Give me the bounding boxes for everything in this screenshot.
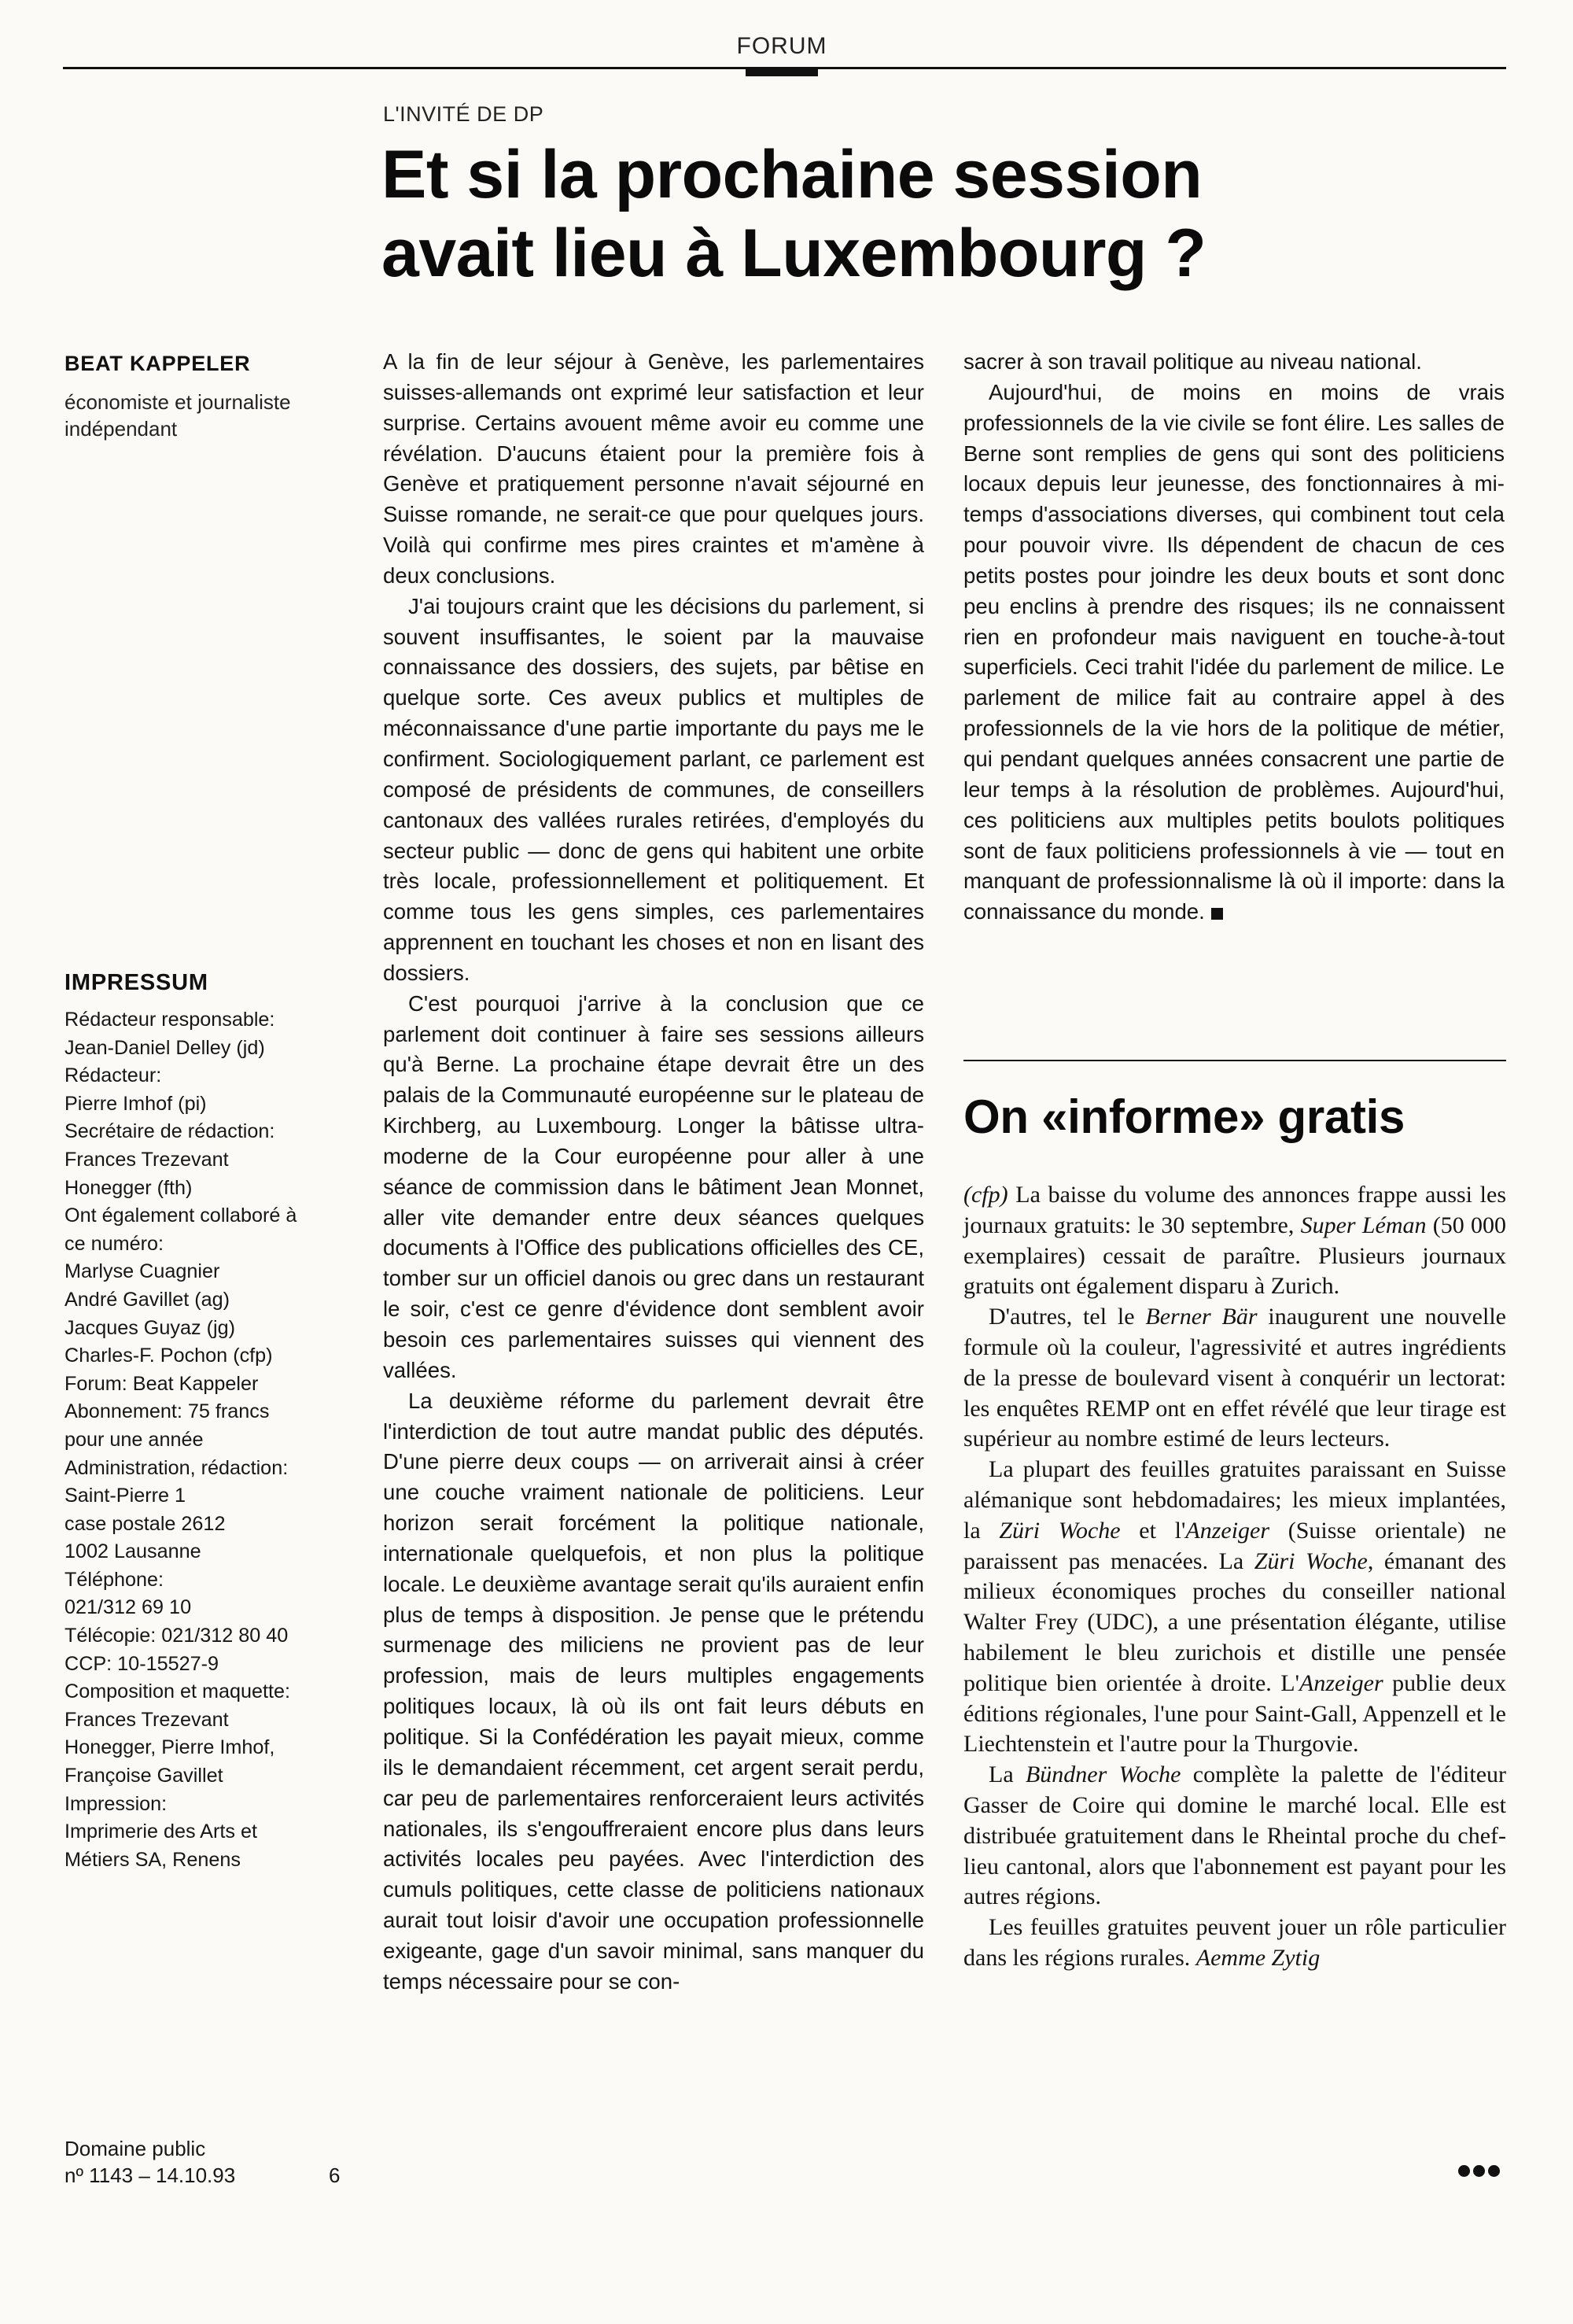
brief-paragraph xyxy=(963,1760,1506,1913)
article-paragraph-text: Aujourd'hui, de moins en moins de vrais professionnels de la vie civile se font élire. Les salles de Berne sont remplies de gens qui sont des politiciens locaux depuis leur jeunesse, des fonctionnaires à mi-temps d'associations diverses, qui combinent tout cela pour pouvoir vivre. Ils dépendent de chacun de ces petits postes pour joindre les deux bouts et sont donc peu enclins à prendre des risques; ils ne connaissent rien en profondeur mais naviguent en touche-à-tout superficiels. Ceci trahit l'idée du parlement de milice. Le parlement de milice fait au contraire appel à des professionnels de la vie hors de la politique de métier, qui pendant quelques années consacrent une partie de leur temps à la résolution de problèmes. Aujourd'hui, ces politiciens aux multiples petits boulots politiques sont de faux politiciens professionnels à vie — tout en manquant de professionnalisme là où il importe: dans la connaissance du monde. xyxy=(963,379,1505,924)
article-paragraph: A la fin de leur séjour à Genève, les parlementaires suisses-allemands ont exprimé leur satisfaction et leur surprise. Certains avouent même avoir eu comme une révélation. D'aucuns étaient pour la première fois à Genève et pratiquement personne n'avait séjourné en Suisse romande, ne serait-ce que pour quelques jours. Voilà qui confirme mes pires craintes et m'amène à deux conclusions. xyxy=(383,349,924,588)
impressum-line: Frances Trezevant xyxy=(64,1148,229,1171)
article-kicker: L'INVITÉ DE DP xyxy=(383,102,544,126)
text: complète la palette de l'éditeur Gasser de Coire qui domine le marché local. Elle est distribuée gratuitement dans le Rheintal proche du chef-lieu cantonal, alors que l'abonnement est payant pour les autres régions. xyxy=(963,1761,1507,1910)
publication-name: Berner Bär xyxy=(1145,1304,1258,1330)
impressum-title: IMPRESSUM xyxy=(64,970,208,995)
impressum-line: Métiers SA, Renens xyxy=(64,1848,241,1871)
publication-name: Bündner Woche xyxy=(1025,1761,1181,1788)
impressum-line: Secrétaire de rédaction: xyxy=(64,1120,275,1143)
dot-icon xyxy=(1458,2165,1470,2177)
impressum-line: Abonnement: 75 francs xyxy=(64,1400,270,1423)
text: La xyxy=(989,1761,1026,1788)
impressum-line: Honegger, Pierre Imhof, xyxy=(64,1736,275,1759)
impressum-line: Téléphone: xyxy=(64,1568,164,1591)
author-name: BEAT KAPPELER xyxy=(64,352,251,375)
impressum-line: Forum: Beat Kappeler xyxy=(64,1372,259,1395)
impressum-line: Impression: xyxy=(64,1792,168,1815)
text: inaugurent une nouvelle formule où la couleur, l'agressivité et autres ingrédients de la presse de boulevard visent à conquérir un lectorat: les enquêtes REMP ont en effet révélé que leur tirage est supérieur au nombre estimé de leurs lecteurs. xyxy=(963,1304,1506,1452)
headline-line-1: Et si la prochaine session xyxy=(381,137,1203,212)
article-paragraph: C'est pourquoi j'arrive à la conclusion que ce parlement doit continuer à faire ses sessions ailleurs qu'à Berne. La prochaine étape devrait être un des palais de la Communauté européenne sur le plateau de Kirchberg, au Luxembourg. Longer la bâtisse ultra-moderne de la Cour européenne pour aller à une séance de commission dans le bâtiment Jean Monnet, aller vite demander entre deux séances quelques documents à l'Office des publications officielles des CE, tomber sur un officiel danois ou grec dans un restaurant le soir, c'est ce genre d'évidence dont semblent avoir besoin ces parlementaires suisses qui viennent des vallées. xyxy=(383,990,924,1382)
text: publie deux éditions régionales, l'une pour Saint-Gall, Appenzell et le Liechtenstein et l'autre pour la Thurgovie. xyxy=(963,1669,1506,1758)
impressum-line: Frances Trezevant xyxy=(64,1708,229,1731)
publication-name: Anzeiger xyxy=(1185,1517,1270,1544)
brief-paragraph xyxy=(963,1302,1506,1455)
article-paragraph: sacrer à son travail politique au niveau national. xyxy=(963,349,1422,374)
author-role-line-1: économiste et journaliste xyxy=(64,390,291,414)
text: D'autres, tel le xyxy=(989,1304,1146,1330)
publication-name: Anzeiger xyxy=(1299,1669,1383,1696)
dot-icon xyxy=(1473,2165,1485,2177)
brief-paragraph xyxy=(963,1180,1506,1302)
text: , émanant des milieux économiques proches du conseiller national Walter Frey (UDC), a une présentation élégante, utilise habilement le bleu zurichois et distille une pensée politique bien orientée à droite. L' xyxy=(963,1547,1507,1696)
impressum-line: Rédacteur responsable: xyxy=(64,1009,275,1031)
impressum-line: Saint-Pierre 1 xyxy=(64,1485,186,1507)
article-column-2 xyxy=(963,347,1505,928)
article-column-1 xyxy=(383,347,924,1998)
author-role-line-2: indépendant xyxy=(64,417,178,441)
impressum-line: Rédacteur: xyxy=(64,1064,162,1087)
impressum-line: 021/312 69 10 xyxy=(64,1596,192,1619)
continued-dots xyxy=(1455,2165,1500,2181)
impressum-line: Imprimerie des Arts et xyxy=(64,1820,257,1843)
article-paragraph: La deuxième réforme du parlement devrait être l'interdiction de tout autre mandat public des députés. D'une pierre deux coups — on arriverait ainsi à créer une couche vraiment nationale de politiciens. Leur horizon serait forcément la politique nationale, internationale quelquefois, et non plus la politique locale. Le deuxième avantage serait qu'ils auraient enfin plus de temps à disposition. Je pense que le prétendu surmenage des miliciens ne provient pas de leur profession, mais de leurs multiples engagements politiques locaux, là où ils ont fait leurs débuts en politique. Si la Confédération les payait mieux, comme ils le demandaient récemment, cet argent serait perdu, car peu de parlementaires renforceraient leurs activités nationales, ils s'engouffreraient encore plus dans leurs activités locales peu payées. Avec l'interdiction des cumuls politiques, cette classe de politiciens nationaux aurait tout loisir d'avoir une occupation professionnelle exigeante, gage d'un savoir minimal, sans manquer du temps nécessaire pour se con- xyxy=(383,1388,924,1994)
impressum-line: pour une année xyxy=(64,1428,204,1451)
page-number: 6 xyxy=(329,2164,341,2187)
brief-paragraph xyxy=(963,1913,1506,1974)
impressum-list xyxy=(64,1006,348,1874)
text: Les feuilles gratuites peuvent jouer un rôle particulier dans les régions rurales. xyxy=(963,1914,1506,1971)
publication-name: Aemme Zytig xyxy=(1195,1944,1321,1971)
article-headline xyxy=(381,135,1404,293)
text: (Suisse orientale) ne paraissent pas menacées. La xyxy=(963,1517,1507,1574)
impressum-line: Télécopie: 021/312 80 40 xyxy=(64,1625,289,1647)
brief-column xyxy=(963,1180,1506,1974)
impressum-line: Pierre Imhof (pi) xyxy=(64,1092,207,1115)
dot-icon xyxy=(1488,2165,1500,2177)
article-paragraph: J'ai toujours craint que les décisions du parlement, si souvent insuffisantes, le soient par la mauvaise connaissance des dossiers, des sujets, par bêtise en quelque sorte. Ces aveux publics et multiples de méconnaissance d'une partie importante du pays me le confirment. Sociologiquement parlant, ce parlement est composé de présidents de communes, de conseillers cantonaux des vallées rurales retirées, d'employés du secteur public — donc de gens qui habitent une orbite très locale, professionnellement et politiquement. Et comme tous les gens simples, ces parlementaires apprennent en touchant les choses et non en lisant des dossiers. xyxy=(383,593,924,985)
impressum-line: Jacques Guyaz (jg) xyxy=(64,1316,235,1339)
impressum-line: CCP: 10-15527-9 xyxy=(64,1652,219,1675)
section-label: FORUM xyxy=(736,33,827,59)
publication-name: Züri Woche xyxy=(1254,1547,1368,1574)
author-role xyxy=(64,389,291,442)
end-of-article-mark xyxy=(1211,908,1223,920)
footer-issue: nº 1143 – 14.10.93 xyxy=(64,2164,236,2187)
brief-rule xyxy=(963,1060,1506,1061)
impressum-line: Françoise Gavillet xyxy=(64,1765,223,1787)
text: La plupart des feuilles gratuites paraissant en Suisse alémanique sont hebdomadaires; les mieux implantées, la xyxy=(963,1456,1506,1544)
impressum-line: case postale 2612 xyxy=(64,1512,226,1535)
footer-publication: Domaine public xyxy=(64,2137,206,2160)
impressum-line: André Gavillet (ag) xyxy=(64,1288,230,1311)
impressum-line: Composition et maquette: xyxy=(64,1680,291,1703)
impressum-line: Ont également collaboré à xyxy=(64,1204,297,1227)
impressum-line: 1002 Lausanne xyxy=(64,1540,201,1563)
article-paragraph xyxy=(963,378,1505,928)
headline-line-2: avait lieu à Luxembourg ? xyxy=(381,216,1206,291)
publication-name: Super Léman xyxy=(1300,1212,1427,1238)
impressum-line: Honegger (fth) xyxy=(64,1176,193,1199)
brief-paragraph xyxy=(963,1455,1506,1760)
impressum-line: Administration, rédaction: xyxy=(64,1456,289,1479)
source-tag: (cfp) xyxy=(963,1182,1008,1208)
publication-name: Züri Woche xyxy=(999,1517,1121,1544)
text: La baisse du volume des annonces frappe aussi les journaux gratuits: le 30 septembre, xyxy=(963,1182,1506,1238)
text: (50 000 exemplaires) cessait de paraître. Plusieurs journaux gratuits ont également disparu à Zurich. xyxy=(963,1212,1506,1300)
impressum-line: ce numéro: xyxy=(64,1232,164,1255)
header-tab xyxy=(746,68,818,76)
impressum-line: Jean-Daniel Delley (jd) xyxy=(64,1036,265,1059)
impressum-line: Charles-F. Pochon (cfp) xyxy=(64,1345,273,1367)
impressum-line: Marlyse Cuagnier xyxy=(64,1260,220,1283)
brief-headline: On «informe» gratis xyxy=(963,1090,1405,1143)
text: et l' xyxy=(1120,1517,1186,1544)
